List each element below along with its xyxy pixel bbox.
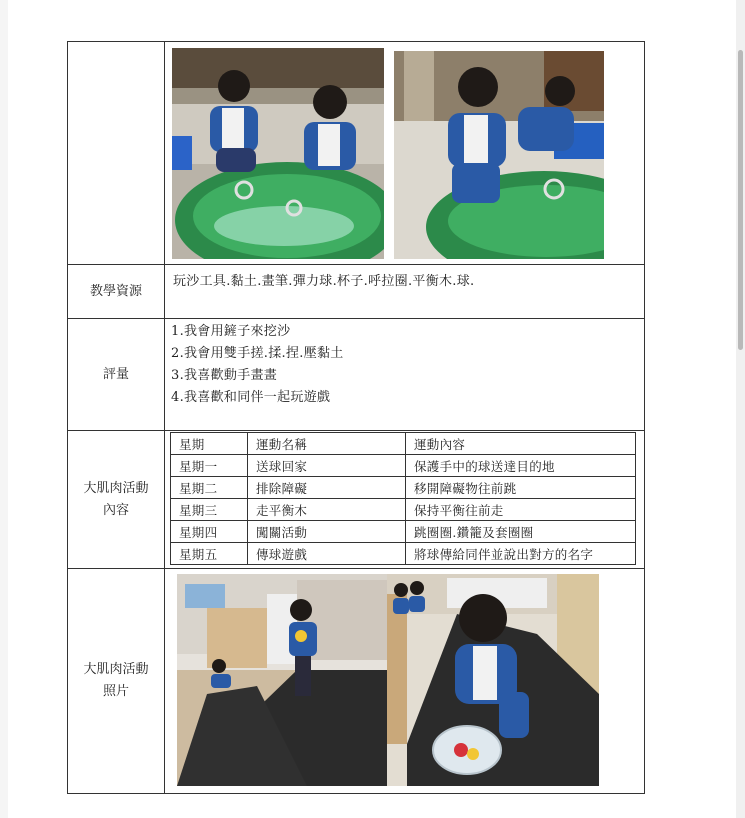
activity-content-cell: 保護手中的球送達目的地	[406, 455, 636, 477]
water-play-photo-row	[68, 42, 645, 265]
evaluation-list	[165, 319, 644, 409]
empty-label-cell	[68, 42, 165, 265]
evaluation-item: 1.我會用鏟子來挖沙	[171, 324, 291, 339]
water-play-photo-1	[172, 48, 384, 259]
day-cell: 星期一	[171, 455, 248, 477]
gross-motor-photo-2	[387, 574, 599, 786]
gross-motor-photo-1	[177, 574, 387, 786]
table-row	[171, 477, 636, 499]
activity-header-row	[171, 433, 636, 455]
header-activity-name: 運動名稱	[248, 433, 406, 455]
day-cell: 星期五	[171, 543, 248, 565]
activity-schedule-table	[170, 432, 636, 565]
gross-motor-content-cell	[165, 431, 645, 569]
gross-motor-photo-label	[68, 569, 165, 794]
label-line: 內容	[102, 502, 129, 518]
evaluation-item: 2.我會用雙手搓.揉.捏.壓黏土	[171, 346, 344, 361]
gross-motor-photo-row	[68, 569, 645, 794]
activity-content-cell: 將球傳給同伴並說出對方的名字	[406, 543, 636, 565]
label-line: 大肌肉活動	[83, 480, 149, 496]
table-row	[171, 499, 636, 521]
gross-motor-content-row	[68, 431, 645, 569]
evaluation-item: 3.我喜歡動手畫畫	[171, 368, 278, 383]
gross-motor-content-label	[68, 431, 165, 569]
activity-content-cell: 跳圈圈.鑽籠及套圈圈	[406, 521, 636, 543]
gross-motor-photos	[165, 569, 645, 794]
resources-label: 教學資源	[68, 265, 165, 319]
table-row	[171, 543, 636, 565]
evaluation-label: 評量	[68, 319, 165, 431]
activity-name-cell: 傳球遊戲	[248, 543, 406, 565]
header-day: 星期	[171, 433, 248, 455]
evaluation-cell	[165, 319, 645, 431]
header-activity-content: 運動內容	[406, 433, 636, 455]
resources-text: 玩沙工具.黏土.畫筆.彈力球.杯子.呼拉圈.平衡木.球.	[173, 274, 475, 289]
scrollbar-thumb[interactable]	[738, 50, 743, 350]
water-play-photo-2	[394, 51, 604, 259]
resources-row	[68, 265, 645, 319]
activity-name-cell: 闖關活動	[248, 521, 406, 543]
day-cell: 星期三	[171, 499, 248, 521]
day-cell: 星期二	[171, 477, 248, 499]
water-play-photos	[165, 42, 645, 265]
label-line: 大肌肉活動	[83, 662, 149, 677]
evaluation-item: 4.我喜歡和同伴一起玩遊戲	[171, 390, 331, 405]
table-row	[171, 521, 636, 543]
evaluation-row	[68, 319, 645, 431]
table-row	[171, 455, 636, 477]
lesson-plan-table	[67, 41, 645, 794]
activity-name-cell: 排除障礙	[248, 477, 406, 499]
resources-cell	[165, 265, 645, 319]
day-cell: 星期四	[171, 521, 248, 543]
vertical-scrollbar[interactable]	[736, 0, 745, 818]
activity-content-cell: 移開障礙物往前跳	[406, 477, 636, 499]
activity-name-cell: 走平衡木	[248, 499, 406, 521]
activity-content-cell: 保持平衡往前走	[406, 499, 636, 521]
activity-name-cell: 送球回家	[248, 455, 406, 477]
label-line: 照片	[102, 684, 129, 699]
